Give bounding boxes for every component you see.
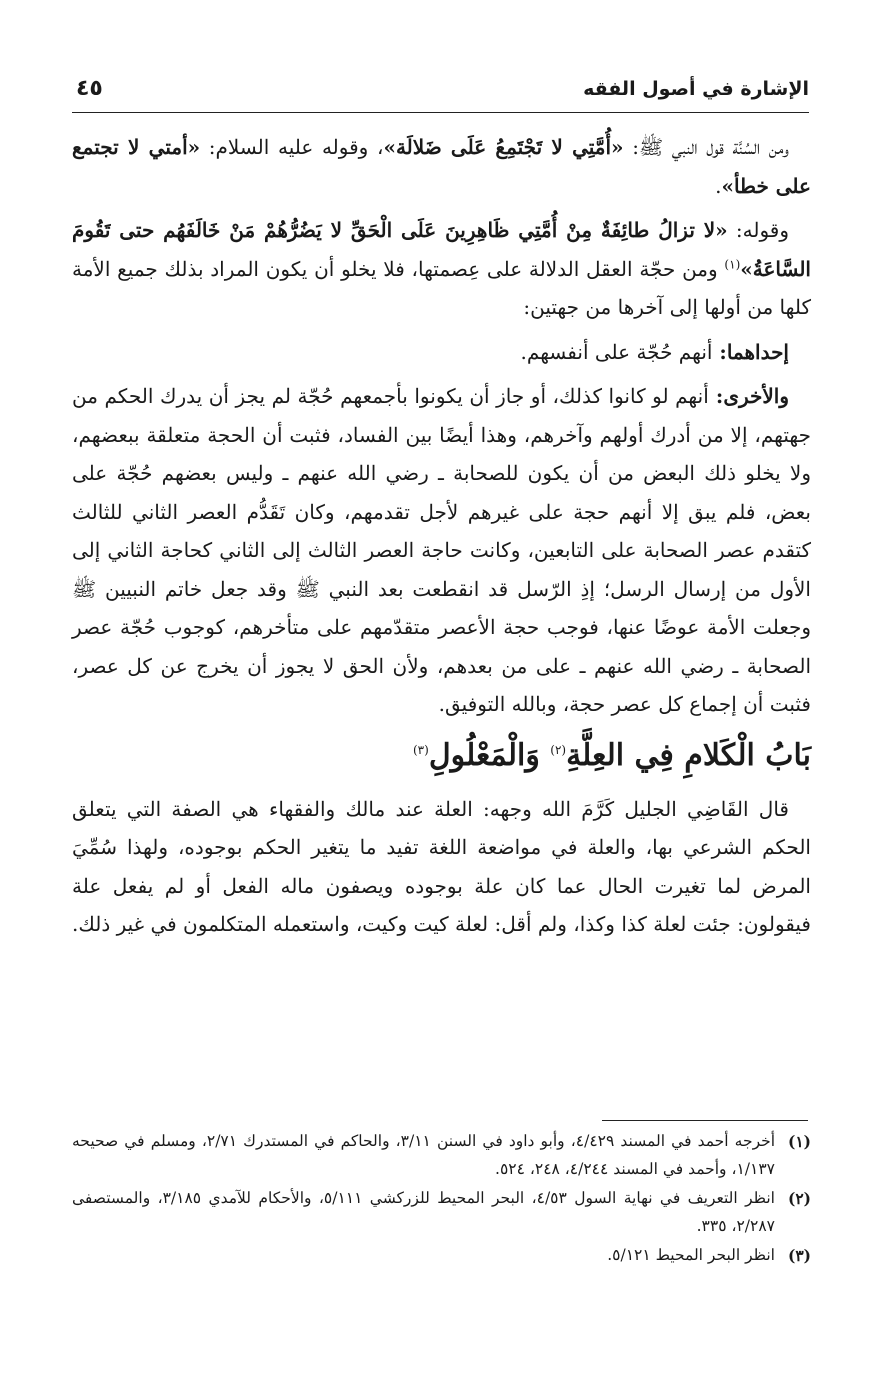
p1-end: .	[715, 173, 722, 198]
footnote-text: انظر البحر المحيط ٥/١٢١.	[607, 1246, 775, 1264]
p1-intro: ومن السُنَّة قول النبي ﷺ:	[623, 135, 789, 159]
point-text: أنهم حُجّة على أنفسهم.	[520, 339, 713, 364]
footnote-text: انظر التعريف في نهاية السول ٤/٥٣، البحر المحيط للزركشي ٥/١١١، والأحكام للآمدي ٣/١٨٥، والمستصفى ٢/٢٨٧، ٣٣٥.	[72, 1189, 775, 1235]
point-label: والأخرى:	[708, 384, 789, 408]
p2-rest: ومن حجّة العقل الدلالة على عِصمتها، فلا يخلو أن يكون المراد بذلك جميع الأمة كلها من أولها إلى آخرها من جهتين:	[72, 256, 811, 319]
paragraph-sunnah	[72, 128, 811, 205]
footnote-3	[72, 1242, 811, 1270]
paragraph-illa-definition: قال القَاضِي الجليل كَرَّمَ الله وجهه: العلة عند مالك والفقهاء هي الصفة التي يتعلق الحكم الشرعي بها، والعلة في مواضعة اللغة تفيد ما يتغير الحكم بوجوده، ولهذا سُمِّيَ المرض لما تغيرت الحال عما كان علة بوجوده ويصفون ماله الفعل أو لم يفعل علة فيقولون: جئت لعلة كذا وكذا، ولم أقل: لعلة كيت وكيت، واستعمله المتكلمون في غير ذلك.	[72, 796, 811, 936]
hadith-quote: «أمتي لا تجتمع على خطأ»	[72, 135, 811, 198]
paragraph-second-point	[72, 377, 811, 724]
point-label: إحداهما:	[712, 339, 789, 364]
footnote-number: (١)	[787, 1132, 811, 1151]
page-header	[72, 74, 809, 113]
page-number: ٤٥	[76, 76, 103, 101]
paragraph-hadith-taifa	[72, 211, 811, 327]
footnote-ref[interactable]: (٢)	[550, 742, 567, 757]
chapter-title-part1: بَابُ الْكَلامِ فِي العِلَّةِ	[566, 737, 811, 773]
chapter-title-part2: وَالْمَعْلُولِ	[428, 737, 551, 773]
p1-middle: ، وقوله عليه السلام:	[200, 135, 384, 159]
main-text	[72, 128, 811, 950]
footnote-2	[72, 1185, 811, 1240]
footnote-text: أخرجه أحمد في المسند ٤/٤٢٩، وأبو داود في السنن ٣/١١، والحاكم في المستدرك ٢/٧١، ومسلم في صحيحه ١/١٣٧، وأحمد في المسند ٤/٢٤٤، ٢٤٨، ٥٢٤.	[72, 1132, 776, 1178]
footnotes	[72, 1128, 811, 1272]
p2-intro: وقوله:	[727, 218, 789, 242]
paragraph-first-point	[72, 333, 811, 372]
chapter-heading	[72, 730, 811, 782]
footnote-ref[interactable]: (١)	[724, 256, 741, 271]
running-title: الإشارة في أصول الفقه	[583, 78, 809, 100]
footnote-number: (٣)	[787, 1246, 811, 1265]
footnote-1	[72, 1128, 811, 1183]
point-text: أنهم لو كانوا كذلك، أو جاز أن يكونوا بأجمعهم حُجّة لم يجز أن يدرك الحكم من جهتهم، إلا من أدرك أولهم وآخرهم، وهذا أيضًا بين الفساد، فثبت أن الحجة متعلقة ببعضهم، ولا يخلو ذلك البعض من أن يكون للصحابة ـ رضي الله عنهم ـ وليس بعضهم حُجّة على بعض، فلم يبق إلا أنهم حجة على غيرهم لأجل تقدمهم، وكان تَقَدُّم العصر الثاني للثالث كتقدم عصر الصحابة على التابعين، وكانت حاجة العصر الثالث إلى الثاني كحاجة الثاني إلى الأول من إرسال الرسل؛ إذِ الرّسل قد انقطعت بعد النبي ﷺ وقد جعل خاتم النبيين ﷺ وجعلت الأمة عوضًا عنها، فوجب حجة الأعصر متقدّمهم على متأخرهم، كوجوب حُجّة عصر الصحابة ـ رضي الله عنهم ـ على من بعدهم، ولأن الحق لا يجوز أن يخرج عن كل عصر، فثبت أن إجماع كل عصر حجة، وبالله التوفيق.	[72, 384, 811, 716]
hadith-quote: «أُمَّتِي لا تَجْتَمِعُ عَلَى ضَلالَة»	[383, 135, 624, 159]
footnote-ref[interactable]: (٣)	[412, 742, 429, 757]
hadith-quote: «لا تزالُ طائِفَةٌ مِنْ أُمَّتِي ظَاهِرِينَ عَلَى الْحَقِّ لا يَضُرُّهُمْ مَنْ خَالَفَهُم حتى تَقُومَ السَّاعَةُ»	[72, 218, 811, 281]
footnote-separator	[602, 1120, 808, 1121]
footnote-number: (٢)	[787, 1189, 811, 1208]
